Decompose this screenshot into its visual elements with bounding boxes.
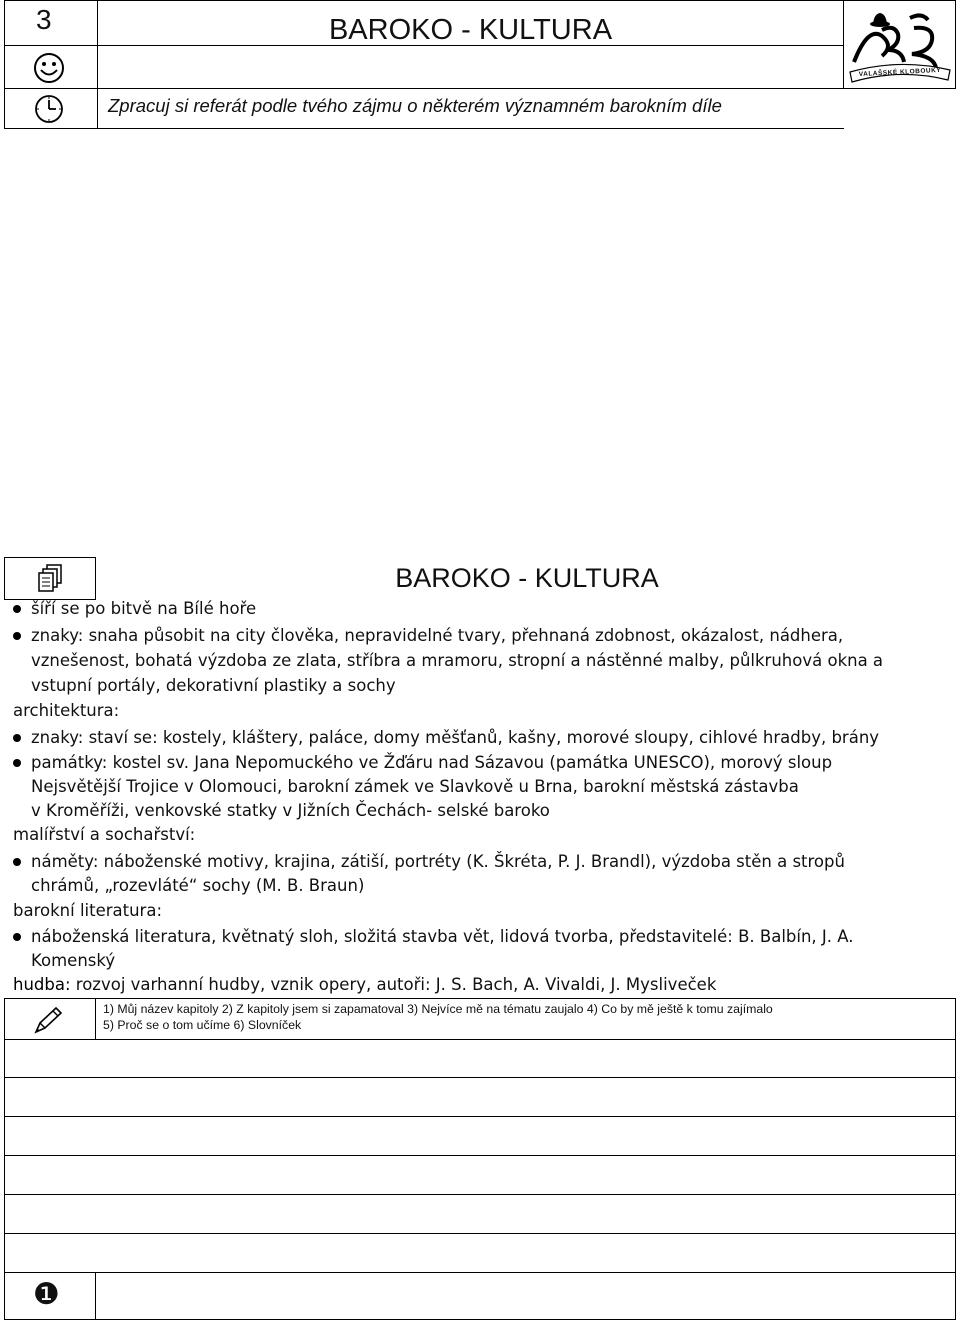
hudba-text: rozvoj varhanní hudby, vznik opery, autoři: J. S. Bach, A. Vivaldi, J. Mysliveček [70, 975, 717, 994]
list-item-continuation: vznešenost, bohatá výzdoba ze zlata, stříbra a mramoru, stropní a nástěnné malby, půlkruhová okna a [31, 651, 884, 670]
list-item: náměty: náboženské motivy, krajina, zátiší, portréty (K. Škréta, P. J. Brandl), výzdoba stěn a stropů [31, 852, 845, 871]
pencil-icon [32, 1005, 64, 1040]
notes-heading: BAROKO - KULTURA [395, 563, 659, 593]
section-label-architektura: architektura: [13, 701, 120, 720]
notes-icon [37, 564, 63, 599]
bullet-icon [13, 858, 21, 866]
logo-text: VALAŠSKÉ KLOBOUKY [858, 66, 942, 79]
list-item-continuation: vstupní portály, dekorativní plastiky a sochy [31, 676, 396, 695]
bullet-icon [13, 632, 21, 640]
list-item: náboženská literatura, květnatý sloh, složitá stavba vět, lidová tvorba, představitelé: B. Balbín, J. A. [31, 927, 854, 946]
bullet-icon [13, 605, 21, 613]
bullet-icon [13, 759, 21, 767]
reflection-instructions-line-2: 5) Proč se o tom učíme 6) Slovníček [103, 1018, 302, 1032]
school-logo [848, 6, 952, 84]
list-item-continuation: v Kroměříži, venkovské statky v Jižních Čechách- selské baroko [31, 801, 550, 820]
clock-icon [33, 93, 65, 130]
list-item: znaky: snaha působit na city člověka, nepravidelné tvary, přehnaná zdobnost, okázalost, nádhera, [31, 626, 844, 645]
reflection-instructions-line-1: 1) Můj název kapitoly 2) Z kapitoly jsem si zapamatoval 3) Nejvíce mě na tématu zaujalo 4) Co by mě ještě k tomu zajímalo [103, 1002, 773, 1016]
list-item: památky: kostel sv. Jana Nepomuckého ve Žďáru nad Sázavou (památka UNESCO), morový sloup [31, 753, 833, 772]
list-item-continuation: Komenský [31, 951, 116, 970]
section-label-malirstvi: malířství a sochařství: [13, 825, 196, 844]
number-one-icon: ❶ [33, 1277, 60, 1312]
list-item-continuation: Nejsvětější Trojice v Olomouci, barokní zámek ve Slavkově u Brna, barokní městská zástavba [31, 777, 799, 796]
smiley-icon [33, 52, 65, 89]
list-item: znaky: staví se: kostely, kláštery, paláce, domy měšťanů, kašny, morové sloupy, cihlové hradby, brány [31, 728, 880, 747]
task-text: Zpracuj si referát podle tvého zájmu o některém významném barokním díle [108, 95, 722, 116]
list-item-continuation: chrámů, „rozevláté“ sochy (M. B. Braun) [31, 876, 365, 895]
list-item: šíří se po bitvě na Bílé hoře [31, 599, 257, 618]
section-label-hudba: hudba: [13, 975, 71, 994]
hudba-line [13, 973, 716, 998]
page-number: 3 [36, 4, 52, 35]
section-label-literatura: barokní literatura: [13, 901, 163, 920]
bullet-icon [13, 933, 21, 941]
page-title: BAROKO - KULTURA [328, 14, 613, 46]
bullet-icon [13, 734, 21, 742]
